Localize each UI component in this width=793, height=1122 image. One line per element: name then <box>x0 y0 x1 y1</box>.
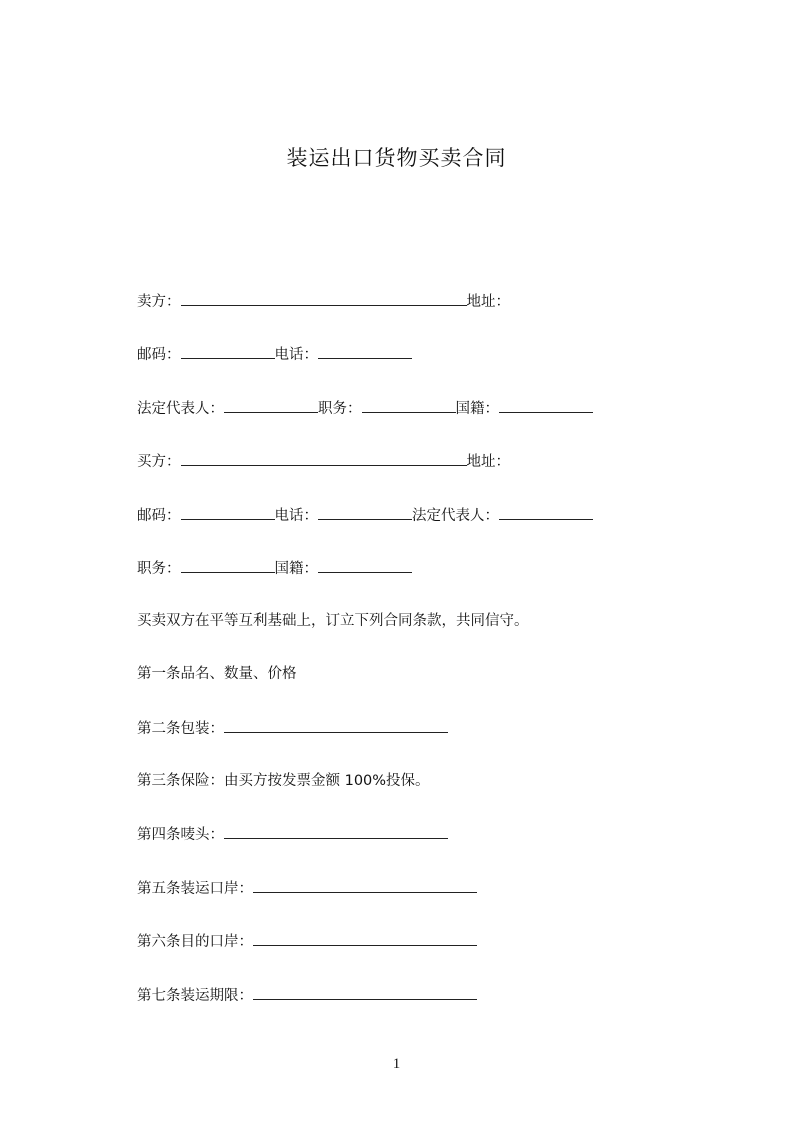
document-title: 装运出口货物买卖合同 <box>286 146 507 170</box>
seller-contact-line <box>137 344 412 365</box>
clause-5-blank[interactable] <box>253 878 477 893</box>
buyer-nationality-label: 国籍： <box>274 561 318 577</box>
clause-6-blank[interactable] <box>253 931 477 946</box>
seller-postcode-blank[interactable] <box>181 344 275 359</box>
clause-2-label: 第二条包装： <box>137 721 224 737</box>
clause-3: 第三条保险：由买方按发票金额 100%投保。 <box>137 773 430 789</box>
clause-6 <box>137 931 477 952</box>
clause-4-blank[interactable] <box>224 824 448 839</box>
buyer-line <box>137 451 510 472</box>
buyer-position-label: 职务： <box>137 561 181 577</box>
clause-5 <box>137 878 477 899</box>
seller-legal-rep-label: 法定代表人： <box>137 401 224 417</box>
seller-position-blank[interactable] <box>362 398 456 413</box>
buyer-position-blank[interactable] <box>181 558 275 573</box>
buyer-postcode-blank[interactable] <box>181 505 275 520</box>
clause-1: 第一条品名、数量、价格 <box>137 666 297 682</box>
seller-address-label: 地址： <box>466 294 510 310</box>
buyer-phone-blank[interactable] <box>318 505 412 520</box>
seller-position-label: 职务： <box>318 401 362 417</box>
seller-postcode-label: 邮码： <box>137 347 181 363</box>
buyer-address-label: 地址： <box>466 454 510 470</box>
clause-4-label: 第四条唛头： <box>137 827 224 843</box>
buyer-nationality-blank[interactable] <box>318 558 412 573</box>
buyer-name-blank[interactable] <box>181 451 467 466</box>
clause-7-label: 第七条装运期限： <box>137 988 253 1004</box>
seller-nationality-label: 国籍： <box>455 401 499 417</box>
seller-label: 卖方： <box>137 294 181 310</box>
buyer-legal-rep-label: 法定代表人： <box>412 508 499 524</box>
seller-line <box>137 291 510 312</box>
seller-name-blank[interactable] <box>181 291 467 306</box>
clause-7-blank[interactable] <box>253 985 477 1000</box>
buyer-position-line <box>137 558 412 579</box>
clause-4 <box>137 824 448 845</box>
buyer-label: 买方： <box>137 454 181 470</box>
buyer-postcode-label: 邮码： <box>137 508 181 524</box>
buyer-contact-line <box>137 505 593 526</box>
clause-7 <box>137 985 477 1006</box>
clause-6-label: 第六条目的口岸： <box>137 934 253 950</box>
seller-phone-label: 电话： <box>274 347 318 363</box>
clause-2 <box>137 718 448 739</box>
seller-phone-blank[interactable] <box>318 344 412 359</box>
buyer-legal-rep-blank[interactable] <box>499 505 593 520</box>
preamble: 买卖双方在平等互利基础上，订立下列合同条款，共同信守。 <box>137 613 529 629</box>
page-number: 1 <box>392 1056 401 1072</box>
seller-legal-rep-blank[interactable] <box>224 398 318 413</box>
seller-rep-line <box>137 398 593 419</box>
seller-nationality-blank[interactable] <box>499 398 593 413</box>
clause-2-blank[interactable] <box>224 718 448 733</box>
clause-5-label: 第五条装运口岸： <box>137 881 253 897</box>
buyer-phone-label: 电话： <box>274 508 318 524</box>
